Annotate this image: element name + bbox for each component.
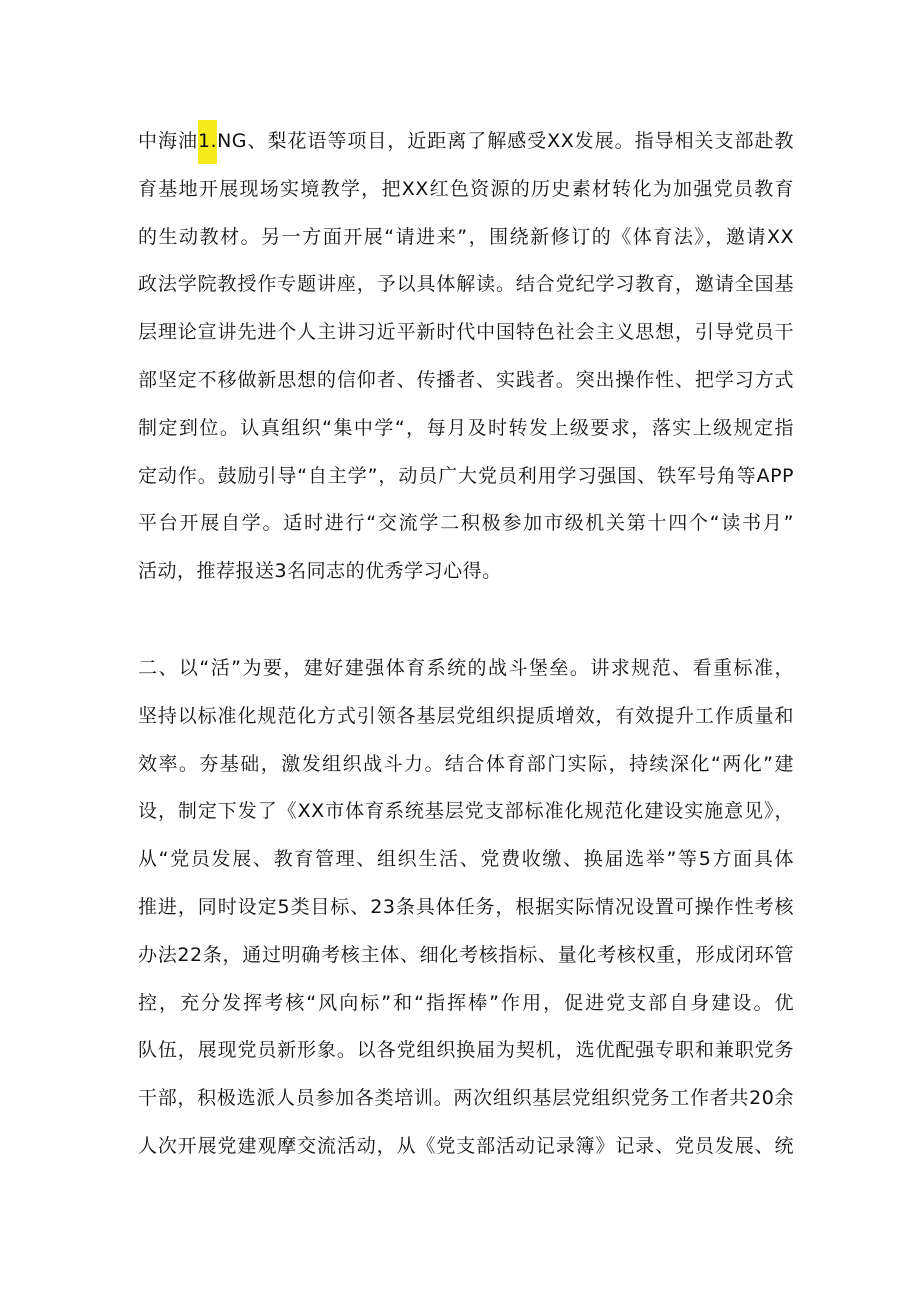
line-text: 中海油 <box>138 130 198 152</box>
text-line: 控，充分发挥考核“风向标”和“指挥棒”作用，促进党支部自身建设。优 <box>138 991 794 1014</box>
text-line: 推进，同时设定5类目标、23条具体任务，根据实际情况设置可操作性考核 <box>138 895 794 918</box>
text-line: 人次开展党建观摩交流活动，从《党支部活动记录簿》记录、党员发展、统 <box>138 1134 794 1157</box>
text-line: 平台开展自学。适时进行“交流学二积极参加市级机关第十四个“读书月” <box>138 512 794 535</box>
line-text: NG、梨花语等项目，近距离了解感受XX发展。指导相关支部赴教 <box>217 130 794 152</box>
text-line: 从“党员发展、教育管理、组织生活、党费收缴、换届选举”等5方面具体 <box>138 848 794 871</box>
text-line: 坚持以标准化规范化方式引领各基层党组织提质增效，有效提升工作质量和 <box>138 704 794 727</box>
text-line: 育基地开展现场实境教学，把XX红色资源的历史素材转化为加强党员教育 <box>138 177 794 200</box>
text-line: 活动，推荐报送3名同志的优秀学习心得。 <box>138 560 502 583</box>
highlighted-text: 1. <box>198 120 217 164</box>
text-line: 设，制定下发了《XX市体育系统基层党支部标准化规范化建设实施意见》， <box>138 800 794 823</box>
text-line: 效率。夯基础，激发组织战斗力。结合体育部门实际，持续深化“两化”建 <box>138 752 794 775</box>
text-line: 办法22条，通过明确考核主体、细化考核指标、量化考核权重，形成闭环管 <box>138 943 794 966</box>
text-line <box>138 118 794 166</box>
paragraph-fortress-building <box>138 645 794 1171</box>
text-line: 制定到位。认真组织“集中学“，每月及时转发上级要求，落实上级规定指 <box>138 416 794 439</box>
text-line: 的生动教材。另一方面开展“请进来”，围绕新修订的《体育法》，邀请XX <box>138 225 794 248</box>
text-line: 定动作。鼓励引导“自主学”，动员广大党员利用学习强国、铁军号角等APP <box>138 464 794 487</box>
paragraph-study-education <box>138 118 794 596</box>
text-line: 层理论宣讲先进个人主讲习近平新时代中国特色社会主义思想，引导党员干 <box>138 321 794 344</box>
text-line: 队伍，展现党员新形象。以各党组织换届为契机，选优配强专职和兼职党务 <box>138 1039 794 1062</box>
text-line: 部坚定不移做新思想的信仰者、传播者、实践者。突出操作性、把学习方式 <box>138 368 794 391</box>
text-line: 政法学院教授作专题讲座，予以具体解读。结合党纪学习教育，邀请全国基 <box>138 273 794 296</box>
section-heading-line: 二、以“活”为要，建好建强体育系统的战斗堡垒。讲求规范、看重标准， <box>138 657 794 679</box>
text-line: 干部，积极选派人员参加各类培训。两次组织基层党组织党务工作者共20余 <box>138 1087 794 1110</box>
